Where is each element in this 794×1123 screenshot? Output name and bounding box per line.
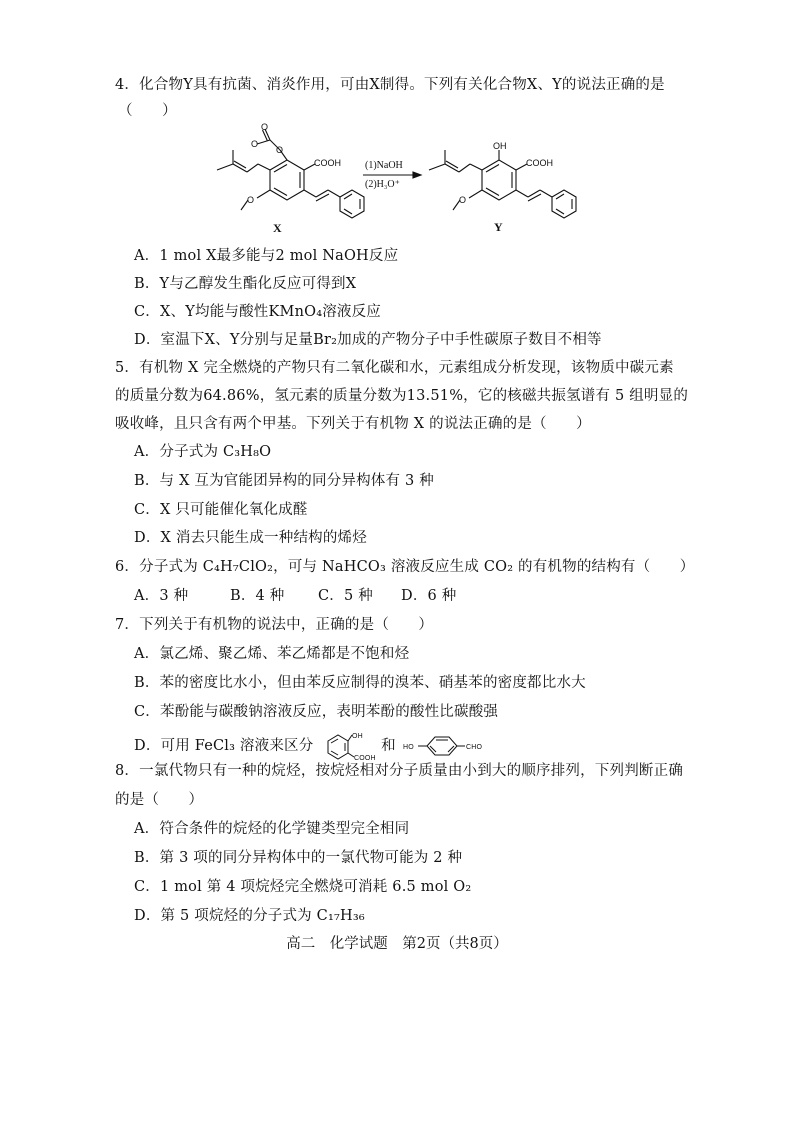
y-oh-label: OH: [493, 141, 507, 151]
svg-text:COOH: COOH: [354, 755, 377, 761]
y-benzene-ring: [482, 160, 516, 200]
q5-stem-line-2: 的质量分数为64.86%，氢元素的质量分数为13.51%，它的核磁共振氢谱有 5 组明显的: [115, 388, 689, 404]
svg-text:HO: HO: [402, 744, 414, 751]
x-carbonyl-o: O: [261, 122, 269, 132]
hydroxybenzaldehyde-structure: [401, 731, 487, 761]
q4-option-d: D．室温下X、Y分别与足量Br₂加成的产物分子中手性碳原子数目不相等: [134, 332, 602, 348]
condition-2: (2)H₃O⁺: [365, 179, 400, 190]
x-cooh-label: COOH: [314, 158, 341, 168]
x-benzene-ring: [270, 160, 304, 200]
q7-option-d-prefix: D．可用 FeCl₃ 溶液来区分: [134, 738, 314, 754]
q7-option-d: [134, 731, 487, 761]
q4-option-b: B．Y与乙醇发生酯化反应可得到X: [134, 276, 357, 292]
q4-reaction-scheme: [195, 120, 595, 235]
q6-option-d: D．6 种: [401, 588, 457, 604]
q4-option-c: C．X、Y均能与酸性KMnO₄溶液反应: [134, 304, 382, 320]
q5-option-a: A．分子式为 C₃H₈O: [134, 444, 272, 460]
q4-option-a: A．1 mol X最多能与2 mol NaOH反应: [134, 248, 399, 264]
x-methoxy-o: O: [247, 195, 255, 205]
q6-option-b: B．4 种: [230, 588, 285, 604]
q8-option-b: B．第 3 项的同分异构体中的一氯代物可能为 2 种: [134, 850, 463, 866]
label-x: X: [273, 221, 282, 235]
y-cooh-label: COOH: [526, 158, 553, 168]
y-methoxy-o: O: [459, 195, 467, 205]
q6-option-a: A．3 种: [134, 588, 189, 604]
q7-option-d-and: 和: [381, 738, 396, 754]
q7-option-b: B．苯的密度比水小，但由苯反应制得的溴苯、硝基苯的密度都比水大: [134, 675, 586, 691]
q8-option-c: C．1 mol 第 4 项烷烃完全燃烧可消耗 6.5 mol O₂: [134, 879, 472, 895]
q6-stem: 6．分子式为 C₄H₇ClO₂，可与 NaHCO₃ 溶液反应生成 CO₂ 的有机物的结构有（ ）: [115, 559, 695, 575]
q5-option-d: D．X 消去只能生成一种结构的烯烃: [134, 530, 367, 546]
x-ester-o: O: [251, 139, 259, 149]
q8-option-d: D．第 5 项烷烃的分子式为 C₁₇H₃₆: [134, 908, 365, 924]
salicylic-acid-structure: [318, 731, 376, 761]
q5-option-c: C．X 只可能催化氧化成醛: [134, 502, 308, 518]
q4-answer-paren: （ ）: [118, 103, 177, 119]
q7-stem: 7．下列关于有机物的说法中，正确的是（ ）: [115, 617, 434, 633]
label-y: Y: [494, 220, 503, 234]
q6-option-c: C．5 种: [318, 588, 373, 604]
q5-option-b: B．与 X 互为官能团异构的同分异构体有 3 种: [134, 473, 434, 489]
q7-option-c: C．苯酚能与碳酸钠溶液反应，表明苯酚的酸性比碳酸强: [134, 704, 499, 720]
condition-1: (1)NaOH: [365, 160, 403, 171]
x-ring-o: O: [276, 145, 284, 155]
q4-stem: 4．化合物Y具有抗菌、消炎作用，可由X制得。下列有关化合物X、Y的说法正确的是: [115, 77, 665, 93]
q7-option-a: A．氯乙烯、聚乙烯、苯乙烯都是不饱和烃: [134, 646, 410, 662]
q8-option-a: A．符合条件的烷烃的化学键类型完全相同: [134, 821, 410, 837]
reaction-scheme-svg: [195, 120, 595, 235]
page-footer: 高二 化学试题 第2页（共8页）: [286, 936, 508, 952]
q8-stem-line-1: 8．一氯代物只有一种的烷烃，按烷烃相对分子质量由小到大的顺序排列，下列判断正确: [115, 763, 684, 779]
svg-text:CHO: CHO: [465, 744, 482, 751]
q5-stem-line-1: 5．有机物 X 完全燃烧的产物只有二氧化碳和水，元素组成分析发现，该物质中碳元素: [115, 360, 674, 376]
q5-stem-line-3: 吸收峰，且只含有两个甲基。下列关于有机物 X 的说法正确的是（ ）: [115, 416, 591, 432]
svg-text:OH: OH: [352, 733, 364, 740]
q8-stem-line-2: 的是（ ）: [115, 792, 204, 808]
